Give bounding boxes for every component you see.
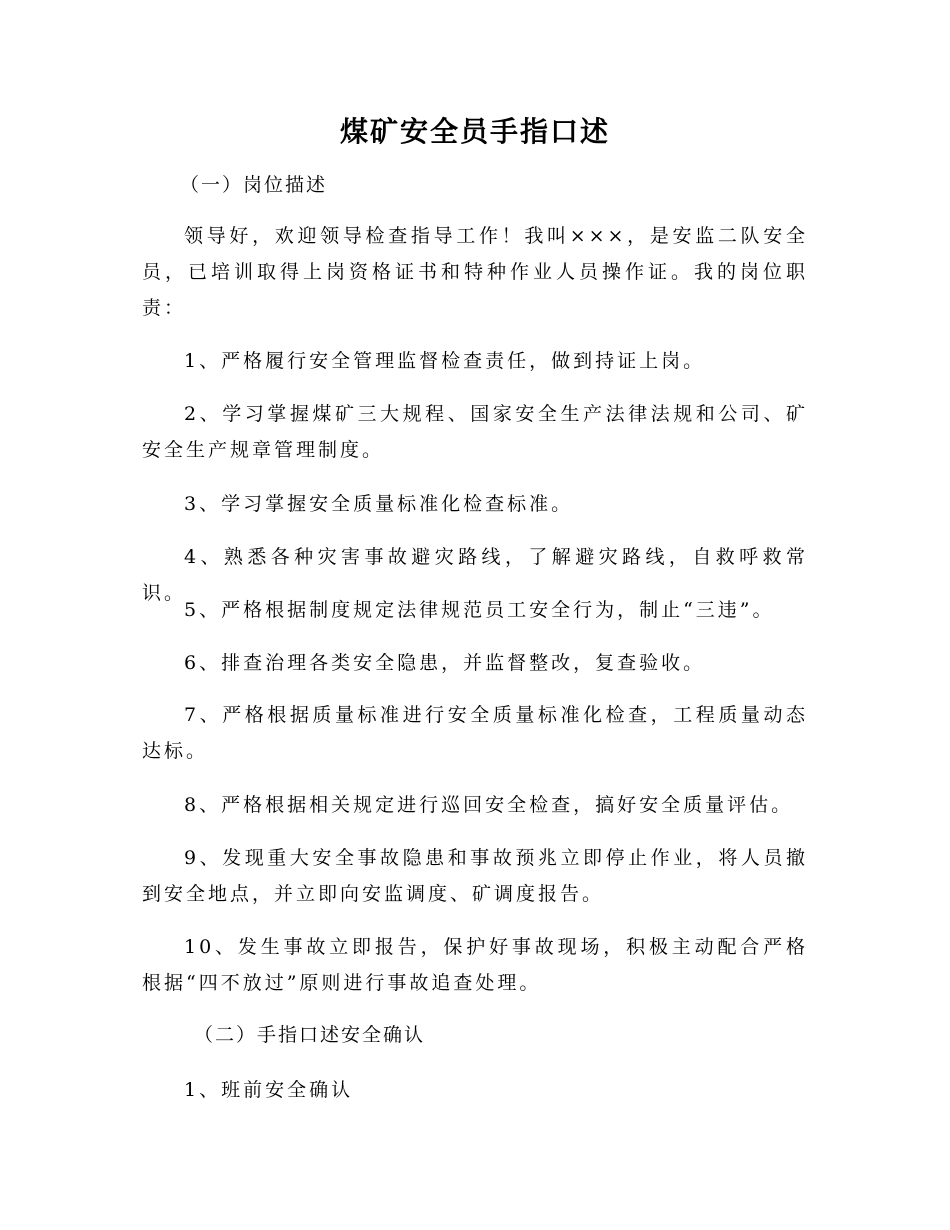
duty-item-6: 6、排查治理各类安全隐患，并监督整改，复查验收。 bbox=[184, 652, 706, 674]
duty-item-3: 3、学习掌握安全质量标准化检查标准。 bbox=[184, 493, 574, 515]
section-heading-finger-confirmation: （二）手指口述安全确认 bbox=[194, 1024, 426, 1046]
pre-shift-confirmation-item: 1、班前安全确认 bbox=[184, 1079, 354, 1101]
duty-item-10: 10、发生事故立即报告，保护好事故现场，积极主动配合严格根据“四不放过”原则进行事故追查处理。 bbox=[142, 936, 808, 994]
duty-item-9: 9、发现重大安全事故隐患和事故预兆立即停止作业，将人员撤到安全地点，并立即向安监调度、矿调度报告。 bbox=[142, 847, 808, 905]
duty-item-7: 7、严格根据质量标准进行安全质量标准化检查，工程质量动态达标。 bbox=[142, 704, 808, 762]
document-title: 煤矿安全员手指口述 bbox=[339, 115, 610, 148]
section-heading-job-description: （一）岗位描述 bbox=[180, 174, 328, 196]
duty-item-4: 4、熟悉各种灾害事故避灾路线，了解避灾路线，自救呼救常识。 bbox=[142, 546, 808, 604]
intro-paragraph: 领导好，欢迎领导检查指导工作！我叫×××，是安监二队安全员，已培训取得上岗资格证书和特种作业人员操作证。我的岗位职责： bbox=[142, 225, 808, 319]
duty-item-2: 2、学习掌握煤矿三大规程、国家安全生产法律法规和公司、矿安全生产规章管理制度。 bbox=[142, 403, 808, 461]
duty-item-1: 1、严格履行安全管理监督检查责任，做到持证上岗。 bbox=[184, 350, 706, 372]
duty-item-8: 8、严格根据相关规定进行巡回安全检查，搞好安全质量评估。 bbox=[184, 794, 794, 816]
duty-item-5: 5、严格根据制度规定法律规范员工安全行为，制止“三违”。 bbox=[184, 599, 775, 621]
